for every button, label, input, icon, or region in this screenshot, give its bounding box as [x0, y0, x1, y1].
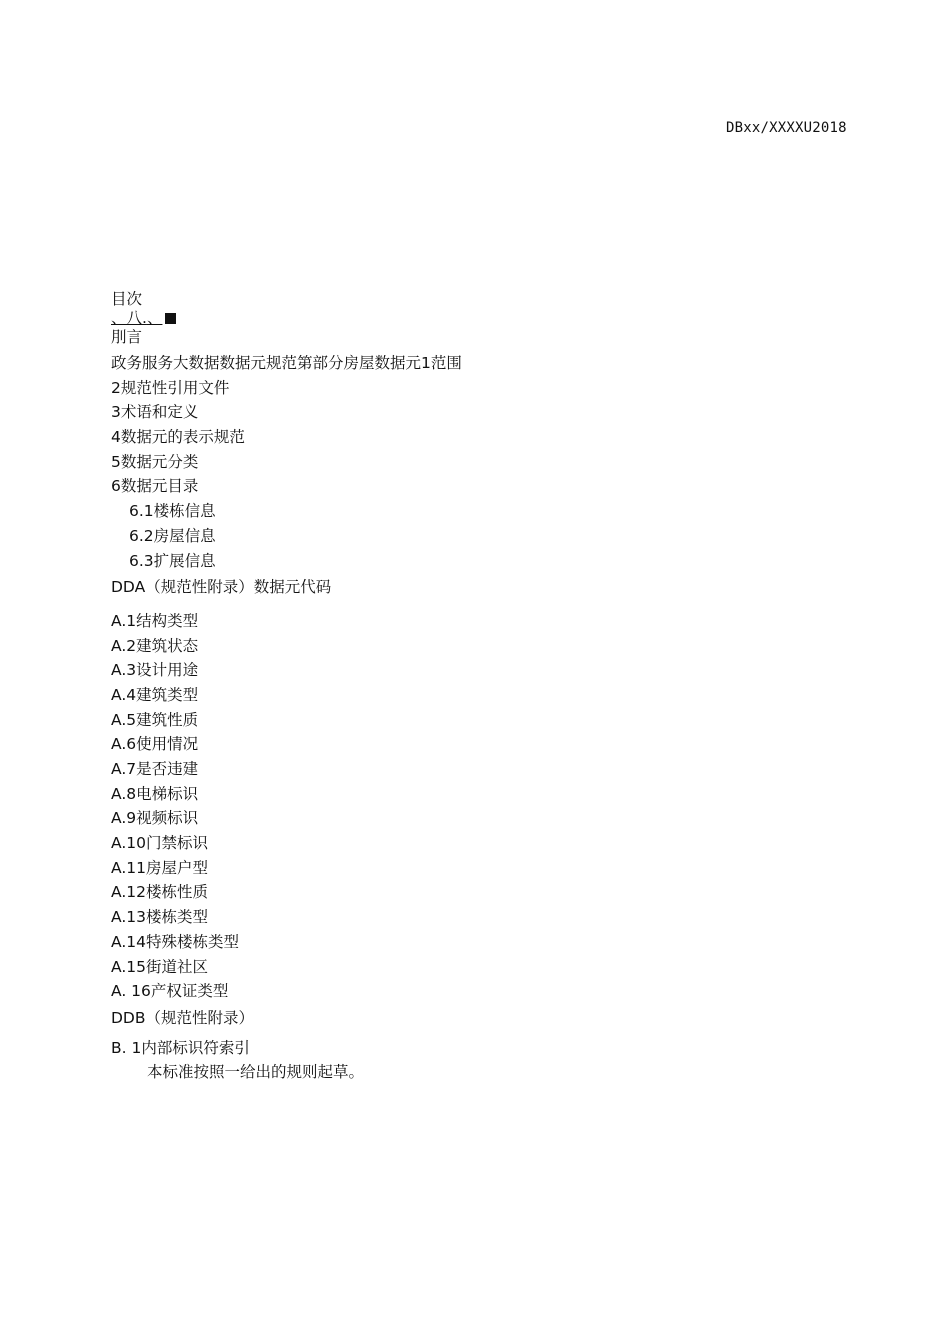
garbled-text-b: 、 [146, 309, 163, 327]
toc-appendix-item: A.10门禁标识 [111, 834, 208, 853]
toc-appendix-a-title: DDA（规范性附录）数据元代码 [111, 578, 332, 597]
toc-title: 目次 [111, 290, 143, 308]
toc-item: 6数据元目录 [111, 477, 199, 496]
toc-appendix-item: B. 1内部标识符索引 [111, 1038, 250, 1057]
toc-appendix-item: A.1结构类型 [111, 611, 199, 630]
body-paragraph: 本标准按照一给出的规则起草。 [147, 1063, 365, 1082]
toc-appendix-item: A.7是否违建 [111, 760, 199, 778]
toc-item: 5数据元分类 [111, 452, 199, 471]
toc-appendix-item: A.8电梯标识 [111, 784, 199, 803]
toc-appendix-item: A.6使用情况 [111, 735, 199, 754]
toc-appendix-item: A.13楼栋类型 [111, 908, 208, 927]
garbled-text-a: 、八. [111, 309, 147, 327]
toc-appendix-b-title: DDB（规范性附录） [111, 1008, 255, 1027]
toc-appendix-item: A.12楼栋性质 [111, 883, 208, 902]
toc-appendix-item: A.15街道社区 [111, 957, 208, 976]
toc-appendix-item: A.2建筑状态 [111, 636, 199, 655]
square-glyph [165, 313, 176, 324]
toc-appendix-item: A.14特殊楼栋类型 [111, 932, 239, 951]
toc-sub-item: 6.3扩展信息 [129, 551, 216, 570]
toc-appendix-item: A.11房屋户型 [111, 858, 208, 877]
toc-sub-item: 6.2房屋信息 [129, 526, 216, 545]
toc-item: 3术语和定义 [111, 403, 199, 422]
toc-doc-title-line: 政务服务大数据数据元规范第部分房屋数据元1范围 [111, 354, 462, 372]
toc-item: 2规范性引用文件 [111, 378, 230, 397]
table-of-contents [111, 289, 831, 1085]
toc-appendix-item: A. 16产权证类型 [111, 982, 229, 1001]
toc-appendix-item: A.3设计用途 [111, 661, 199, 680]
toc-appendix-item: A.4建筑类型 [111, 685, 199, 704]
toc-appendix-item: A.5建筑性质 [111, 710, 199, 729]
toc-item: 4数据元的表示规范 [111, 428, 245, 447]
document-code-header: DBxx/XXXXU2018 [726, 120, 847, 136]
toc-sub-item: 6.1楼栋信息 [129, 502, 216, 521]
toc-appendix-item: A.9视频标识 [111, 809, 199, 828]
toc-preface: 刖言 [111, 328, 143, 346]
garbled-line [111, 309, 831, 327]
